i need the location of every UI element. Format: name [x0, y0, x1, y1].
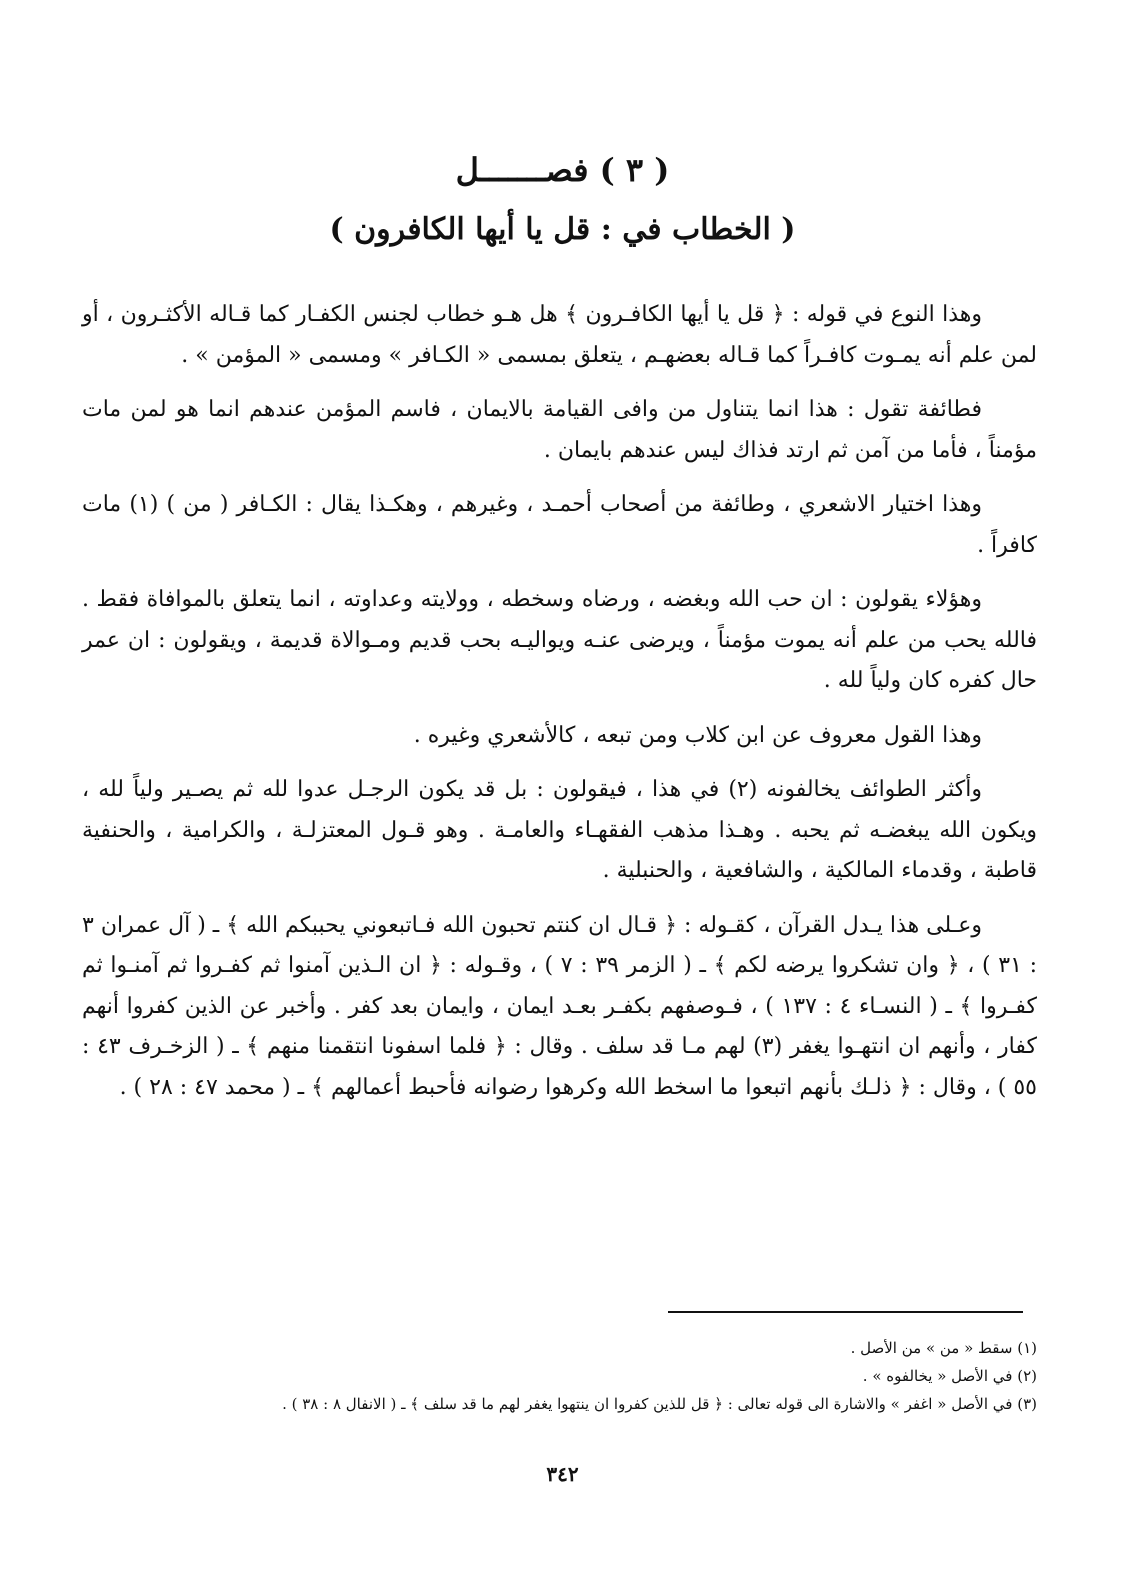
chapter-heading: ( ٣ ) فصـــــــل	[455, 151, 670, 189]
paragraph: فطائفة تقول : هذا انما يتناول من وافى القيامة بالايمان ، فاسم المؤمن عندهم انما هو لمن مات مؤمناً ، فأما من آمن ثم ارتد فذاك ليس عندهم بايمان .	[82, 397, 1037, 463]
main-text	[82, 295, 1037, 1122]
section-subtitle: ( الخطاب في : قل يا أيها الكافرون )	[329, 212, 796, 247]
footnote: (٢) في الأصل « يخالفوه » .	[862, 1367, 1037, 1385]
footnote: (١) سقط « من » من الأصل .	[850, 1339, 1037, 1357]
paragraph: وهؤلاء يقولون : ان حب الله وبغضه ، ورضاه وسخطه ، وولايته وعداوته ، انما يتعلق بالموافاة فقط . فالله يحب من علم أنه يموت مؤمناً ، ويرضى عنـه ويواليـه بحب قديم ومـوالاة قديمة ، ويقولون : ان عمر حال كفره كان ولياً لله .	[82, 587, 1037, 693]
paragraph: وهذا القول معروف عن ابن كلاب ومن تبعه ، كالأشعري وغيره .	[413, 722, 982, 748]
paragraph: وأكثر الطوائف يخالفونه (٢) في هذا ، فيقولون : بل قد يكون الرجـل عدوا لله ثم يصـير ولياً لله ، ويكون الله يبغضـه ثم يحبه . وهـذا مذهب الفقهـاء والعامـة . وهو قـول المعتزلـة ، والكرامية ، والحنفية قاطبة ، وقدماء المالكية ، والشافعية ، والحنبلية .	[82, 777, 1037, 883]
footnotes	[82, 1334, 1037, 1418]
paragraph: وهذا اختيار الاشعري ، وطائفة من أصحاب أحمـد ، وغيرهم ، وهكـذا يقال : الكـافر ( من ) (١) مات كافراً .	[82, 492, 1037, 558]
paragraph: وعـلى هذا يـدل القرآن ، كقـوله : ﴿ قـال ان كنتم تحبون الله فـاتبعوني يحببكم الله ﴾ ـ ( آل عمران ٣ : ٣١ ) ، ﴿ وان تشكروا يرضه لكم ﴾ ـ ( الزمر ٣٩ : ٧ ) ، وقـوله : ﴿ ان الـذين آمنوا ثم كفـروا ثم آمنـوا ثم كفـروا ﴾ ـ ( النسـاء ٤ : ١٣٧ ) ، فـوصفهم بكفـر بعـد ايمان ، وايمان بعد كفر . وأخبر عن الذين كفروا أنهم كفار ، وأنهم ان انتهـوا يغفر (٣) لهم مـا قد سلف . وقال : ﴿ فلما اسفونا انتقمنا منهم ﴾ ـ ( الزخـرف ٤٣ : ٥٥ ) ، وقال : ﴿ ذلـك بأنهم اتبعوا ما اسخط الله وكرهوا رضوانه فأحبط أعمالهم ﴾ ـ ( محمد ٤٧ : ٢٨ ) .	[82, 912, 1038, 1100]
page-number: ٣٤٢	[546, 1462, 579, 1486]
footnote: (٣) في الأصل « اغفر » والاشارة الى قوله تعالى : ﴿ قل للذين كفروا ان ينتهوا يغفر لهم ما قد سلف ﴾ ـ ( الانفال ٨ : ٣٨ ) .	[282, 1395, 1037, 1413]
footnote-separator	[668, 1311, 1023, 1313]
paragraph: وهذا النوع في قوله : ﴿ قل يا أيها الكافـرون ﴾ هل هـو خطاب لجنس الكفـار كما قـاله الأكثـرون ، أو لمن علم أنه يمـوت كافـراً كما قـاله بعضهـم ، يتعلق بمسمى « الكـافر » ومسمى « المؤمن » .	[82, 302, 1037, 368]
